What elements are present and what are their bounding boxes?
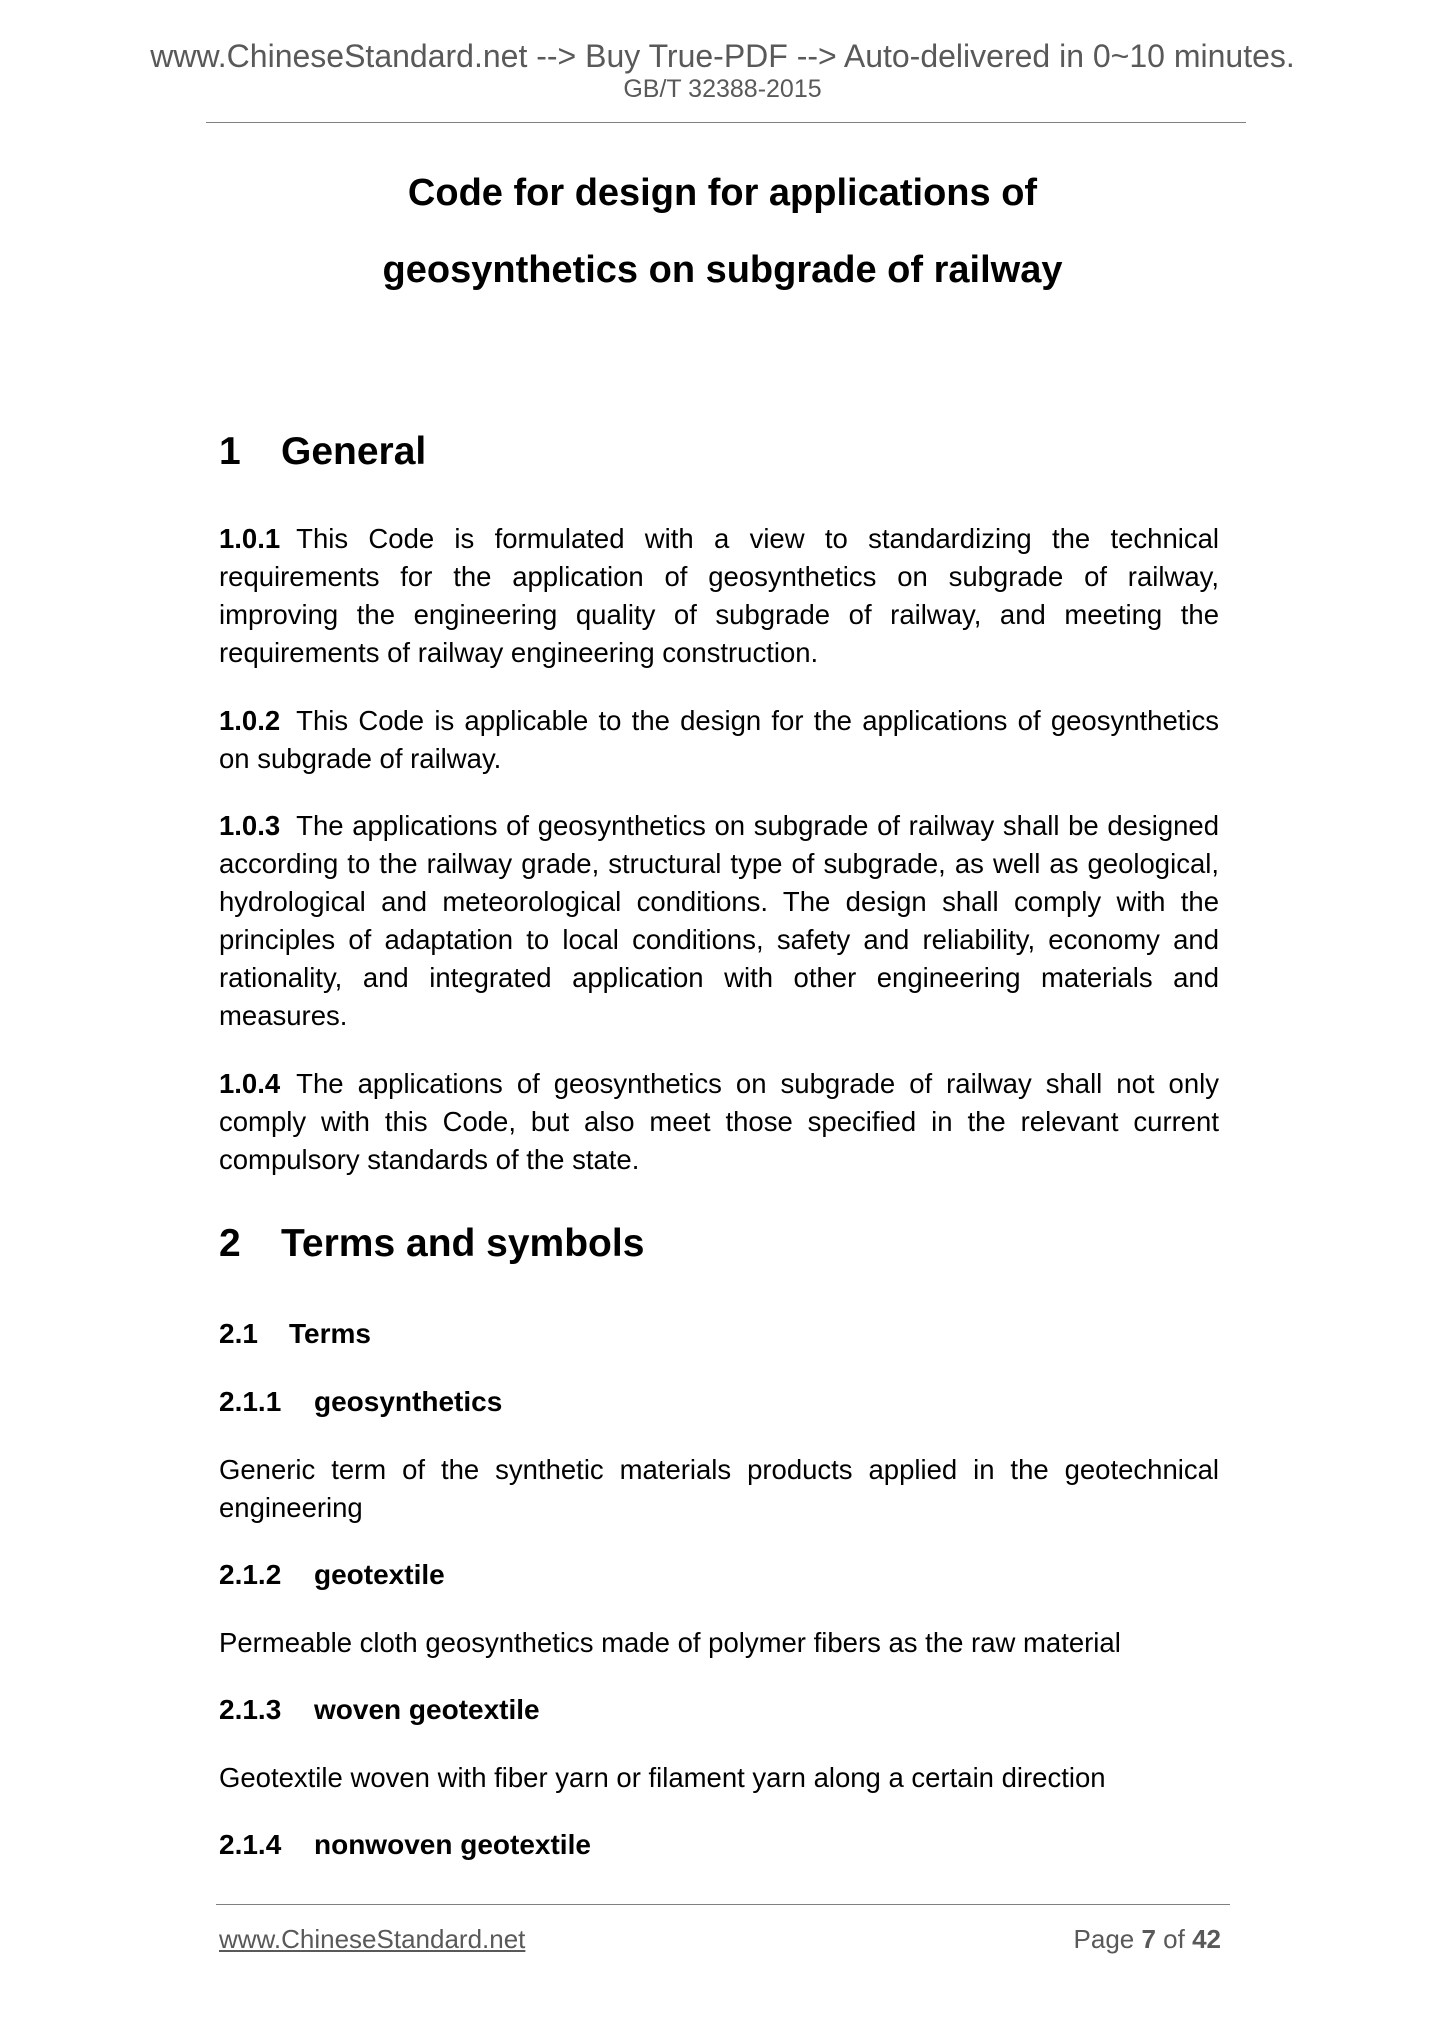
clause-text: This Code is applicable to the design for the applications of geosynthetics on subgrade of railway. (219, 705, 1219, 774)
section-1-heading (219, 428, 426, 476)
section-number: 2 (219, 1222, 241, 1265)
section-number: 1 (219, 430, 241, 473)
term-2-1-1-definition: Generic term of the synthetic materials products applied in the geotechnical engineering (219, 1454, 1219, 1523)
clause-1-0-3 (219, 807, 1219, 1035)
term-number: 2.1.4 (219, 1829, 282, 1860)
clause-number: 1.0.3 (219, 810, 281, 841)
term-2-1-1-heading (219, 1384, 502, 1420)
document-title-line-2: geosynthetics on subgrade of railway (382, 249, 1063, 291)
subsection-number: 2.1 (219, 1318, 258, 1349)
term-2-1-2-definition: Permeable cloth geosynthetics made of polymer fibers as the raw material (219, 1627, 1121, 1658)
page-of: of (1155, 1924, 1193, 1954)
clause-text: The applications of geosynthetics on subgrade of railway shall not only comply with this Code, but also meet those specified in the relevant current compulsory standards of the state. (219, 1068, 1219, 1175)
term-name: nonwoven geotextile (314, 1829, 591, 1860)
footer-divider (216, 1904, 1230, 1905)
header-banner: www.ChineseStandard.net --> Buy True-PDF --> Auto-delivered in 0~10 minutes. (150, 38, 1295, 74)
subsection-2-1-heading (219, 1316, 371, 1352)
section-title: General (281, 430, 427, 473)
term-name: geosynthetics (314, 1386, 503, 1417)
clause-number: 1.0.1 (219, 523, 281, 554)
clause-1-0-4 (219, 1065, 1219, 1179)
section-title: Terms and symbols (281, 1222, 645, 1265)
term-number: 2.1.1 (219, 1386, 282, 1417)
clause-1-0-2 (219, 702, 1219, 778)
section-2-heading (219, 1220, 644, 1268)
clause-number: 1.0.4 (219, 1068, 281, 1099)
term-name: woven geotextile (314, 1694, 540, 1725)
total-page-count: 42 (1192, 1924, 1221, 1954)
clause-text: The applications of geosynthetics on subgrade of railway shall be designed according to the railway grade, structural type of subgrade, as well as geological, hydrological and meteorological conditions. The design shall comply with the principles of adaptation to local conditions, safety and reliability, economy and rationality, and integrated application with other engineering materials and measures. (219, 810, 1219, 1031)
term-number: 2.1.3 (219, 1694, 282, 1725)
document-title-line-1: Code for design for applications of (407, 172, 1038, 214)
term-name: geotextile (314, 1559, 445, 1590)
clause-number: 1.0.2 (219, 705, 281, 736)
clause-1-0-1 (219, 520, 1219, 672)
current-page-number: 7 (1141, 1924, 1156, 1954)
standard-number: GB/T 32388-2015 (623, 75, 822, 103)
term-2-1-3-definition: Geotextile woven with fiber yarn or filament yarn along a certain direction (219, 1762, 1106, 1793)
page-prefix: Page (1073, 1924, 1142, 1954)
page-indicator (1074, 1923, 1221, 1955)
term-2-1-2-heading (219, 1557, 445, 1593)
footer-website-link[interactable]: www.ChineseStandard.net (219, 1924, 526, 1954)
term-number: 2.1.2 (219, 1559, 282, 1590)
term-2-1-4-heading (219, 1827, 591, 1863)
subsection-title: Terms (289, 1318, 371, 1349)
term-2-1-3-heading (219, 1692, 540, 1728)
clause-text: This Code is formulated with a view to standardizing the technical requirements for the application of geosynthetics on subgrade of railway, improving the engineering quality of subgrade of railway, and meeting the requirements of railway engineering construction. (219, 523, 1219, 668)
header-divider (206, 122, 1246, 123)
